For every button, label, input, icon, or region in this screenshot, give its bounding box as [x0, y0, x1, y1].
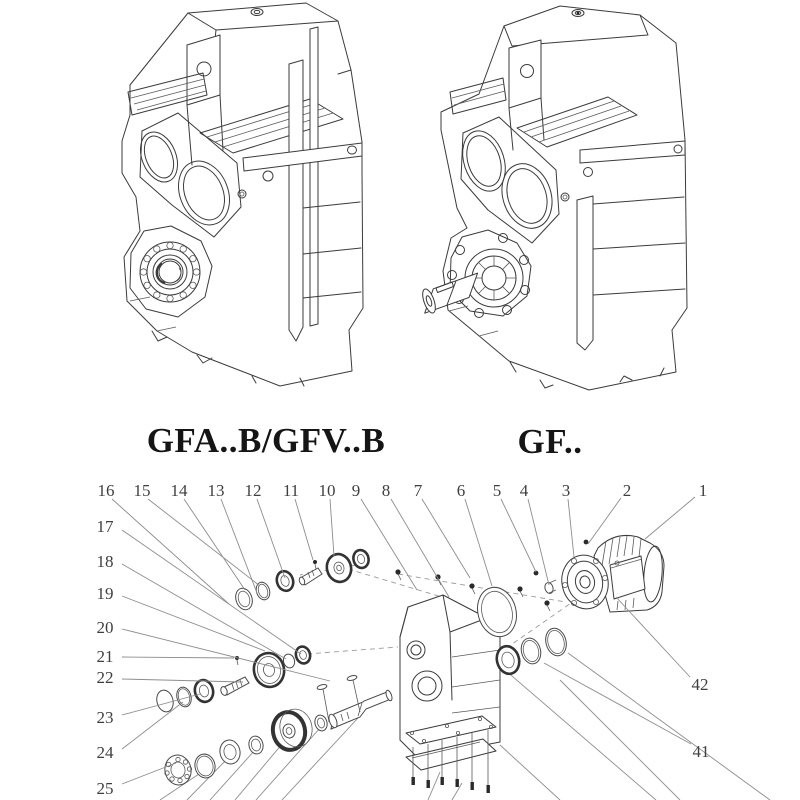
callout-number-22: 22: [96, 668, 114, 687]
axis-dashed-intermediate: [307, 647, 398, 654]
callout-number-25: 25: [96, 779, 114, 798]
leader-line-21: [122, 657, 234, 658]
callout-number-13: 13: [207, 481, 225, 500]
model-label-right: GF..: [517, 422, 583, 461]
callout-number-9: 9: [351, 481, 361, 500]
intermediate-shaft-parts: [154, 645, 312, 714]
leader-line-4: [528, 499, 549, 585]
callout-number-3: 3: [561, 481, 571, 500]
callout-number-15: 15: [133, 481, 151, 500]
leader-line-6: [465, 499, 492, 586]
leader-line-42: [616, 597, 690, 677]
leader-line-16: [112, 499, 229, 604]
callout-number-19: 19: [96, 584, 114, 603]
callout-number-10: 10: [318, 481, 336, 500]
callout-number-14: 14: [170, 481, 188, 500]
leader-line-14: [184, 499, 245, 590]
gearbox-drawing-left: [122, 3, 363, 386]
gearbox-drawing-right: [420, 6, 687, 390]
leader-line-1: [645, 497, 695, 539]
leader-line-12: [257, 499, 285, 578]
leader-line-41: [544, 663, 691, 744]
leader-line-3: [568, 499, 574, 557]
callout-number-21: 21: [96, 647, 114, 666]
leader-line-7: [422, 499, 470, 578]
callout-number-5: 5: [492, 481, 502, 500]
leader-line-11: [295, 499, 313, 560]
exploded-view: [97, 481, 771, 800]
callout-number-18: 18: [96, 552, 114, 571]
callout-number-12: 12: [244, 481, 262, 500]
leader-line-8: [391, 499, 449, 597]
leader-line-13: [221, 499, 257, 593]
callout-number-6: 6: [456, 481, 466, 500]
callout-number-1: 1: [698, 481, 708, 500]
callout-number-11: 11: [282, 481, 300, 500]
callout-number-23: 23: [96, 708, 114, 727]
callout-number-24: 24: [96, 743, 114, 762]
leader-line-9: [361, 499, 417, 590]
callout-number-2: 2: [622, 481, 632, 500]
callout-number-8: 8: [381, 481, 391, 500]
callout-number-17: 17: [96, 517, 114, 536]
callout-number-41: 41: [692, 742, 710, 761]
callout-number-4: 4: [519, 481, 529, 500]
leader-line-15: [148, 499, 260, 586]
callout-number-16: 16: [97, 481, 115, 500]
model-label-left: GFA..B/GFV..B: [146, 421, 386, 460]
input-shaft-parts: [233, 548, 371, 612]
callout-number-42: 42: [691, 675, 709, 694]
leader-line-22: [122, 679, 243, 682]
callout-number-20: 20: [96, 618, 114, 637]
leader-line-24: [122, 702, 183, 749]
leader-line-10: [330, 499, 334, 556]
leader-line-18: [122, 564, 286, 659]
callout-number-7: 7: [413, 481, 423, 500]
